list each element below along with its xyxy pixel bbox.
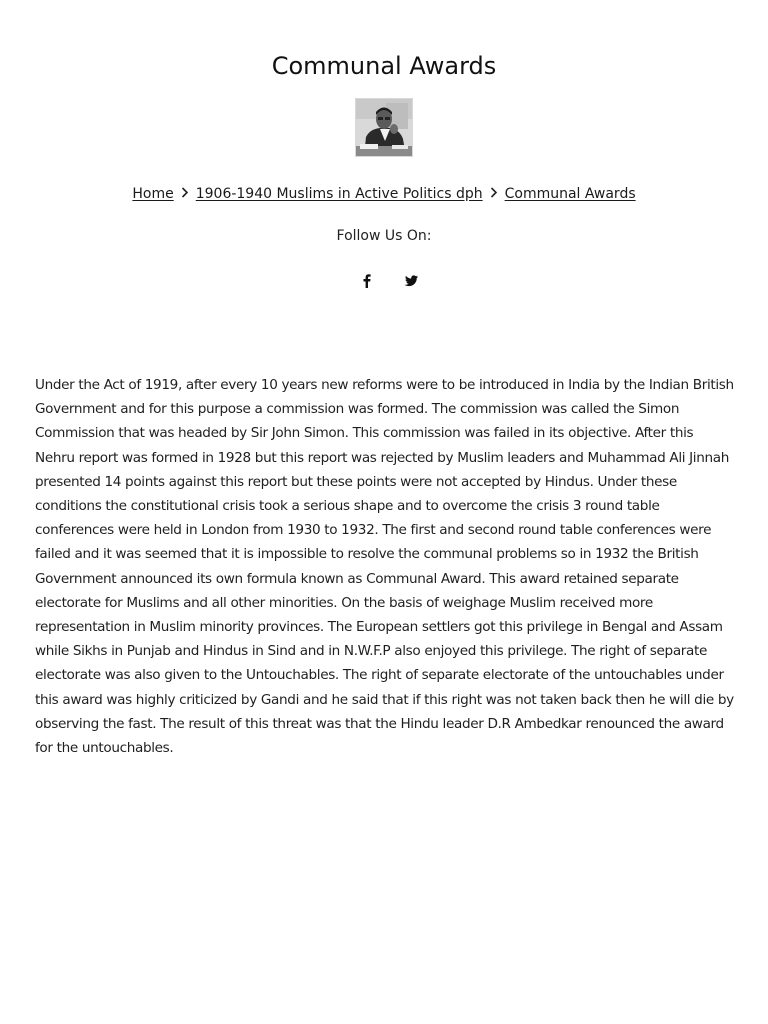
- portrait-image: [355, 98, 413, 157]
- follow-us-label: Follow Us On:: [336, 228, 432, 244]
- portrait-photo: [356, 99, 412, 156]
- breadcrumb-current-link[interactable]: Communal Awards: [504, 186, 636, 202]
- twitter-icon[interactable]: [401, 271, 421, 291]
- chevron-right-icon: [174, 184, 196, 204]
- social-links: [354, 271, 424, 291]
- breadcrumb-category-link[interactable]: 1906-1940 Muslims in Active Politics dph: [195, 186, 483, 202]
- chevron-right-icon: [483, 184, 505, 204]
- article-body: Under the Act of 1919, after every 10 years new reforms were to be introduced in India by the Indian British Government and for this purpose a commission was formed. The commission was called the Simon Commission that was headed by Sir John Simon. This commission was failed in its objective. After this Nehru report was formed in 1928 but this report was rejected by Muslim leaders and Muhammad Ali Jinnah presented 14 points against this report but these points were not accepted by Hindus. Under these conditions the constitutional crisis took a serious shape and to overcome the crisis 3 round table conferences were held in London from 1930 to 1932. The first and second round table conferences were failed and it was seemed that it is impossible to resolve the communal problems so in 1932 the British Government announced its own formula known as Communal Award. This award retained separate electorate for Muslims and all other minorities. On the basis of weighage Muslim received more representation in Muslim minority provinces. The European settlers got this privilege in Bengal and Assam while Sikhs in Punjab and Hindus in Sind and in N.W.F.P also enjoyed this privilege. The right of separate electorate was also given to the Untouchables. The right of separate electorate of the untouchables under this award was highly criticized by Gandi and he said that if this right was not taken back then he will die by observing the fast. The result of this threat was that the Hindu leader D.R Ambedkar renounced the award for the untouchables.: [35, 377, 734, 757]
- breadcrumb: [0, 184, 768, 204]
- breadcrumb-home-link[interactable]: Home: [132, 186, 174, 202]
- page-title: Communal Awards: [271, 52, 497, 80]
- facebook-icon[interactable]: [357, 271, 377, 291]
